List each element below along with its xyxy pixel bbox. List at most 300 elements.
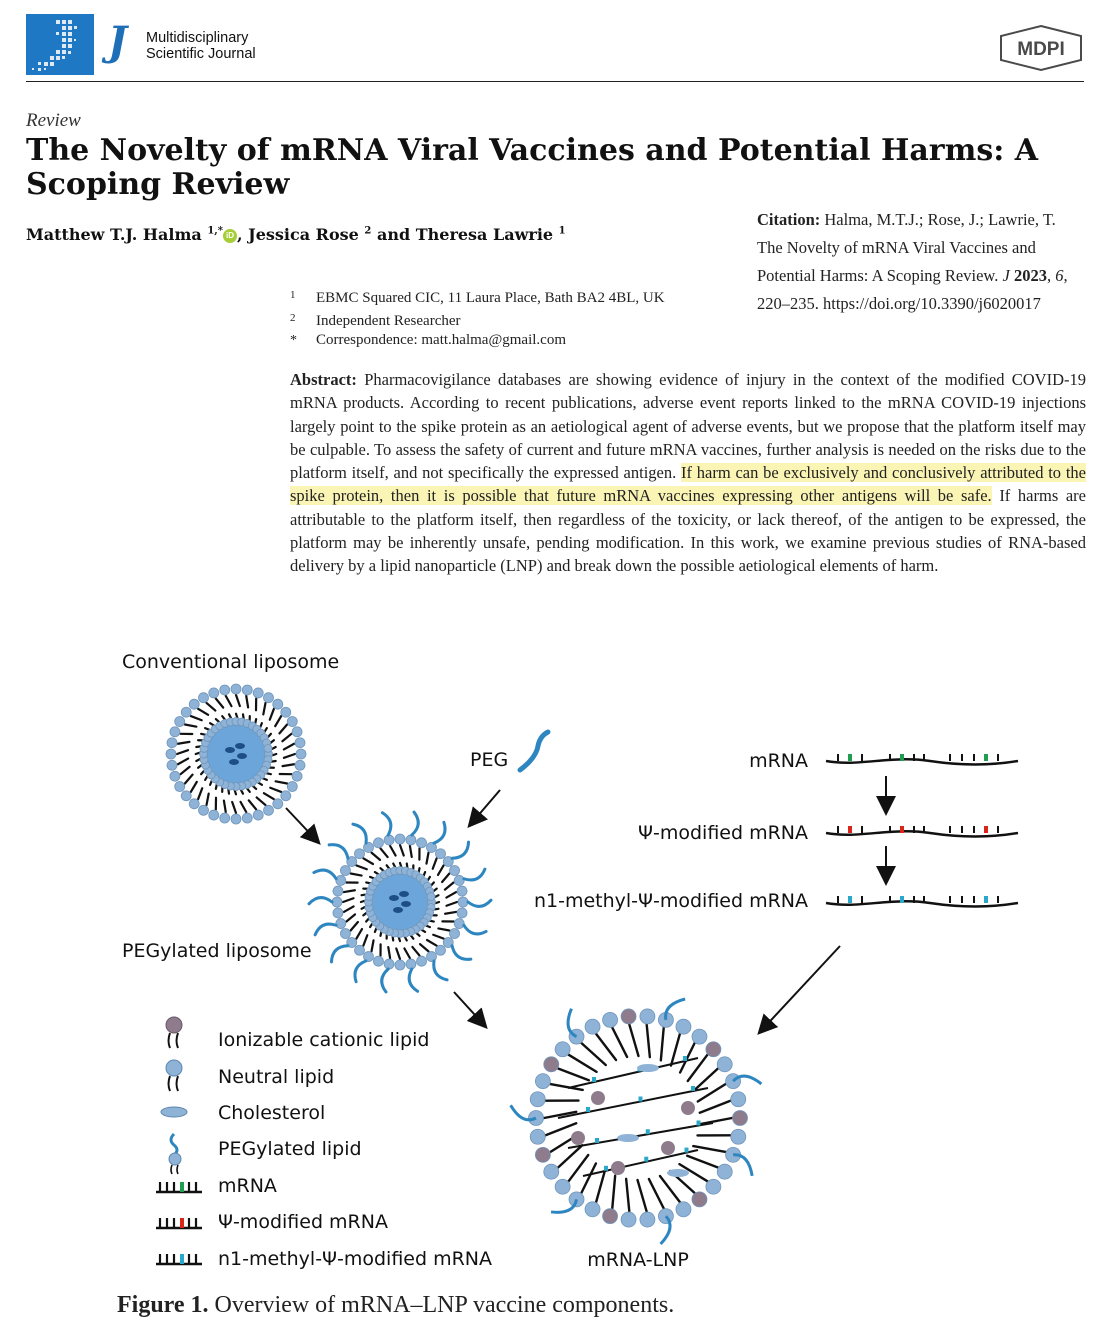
journal-logo-letter: J [108,18,127,65]
cargo-mark [389,895,399,901]
abstract [290,368,1086,578]
internal-mrna [568,1058,698,1088]
lipid-tail [270,709,274,720]
lipid-tail [647,1024,650,1057]
lipid-head [395,960,405,970]
lipid-head [253,810,263,820]
peg-chain [314,870,336,879]
lipid-tail [181,767,190,774]
lipid-head [264,744,272,752]
internal-cationic-lipid [591,1091,605,1105]
lipid-tail [270,788,281,792]
lipid-tail [693,1146,725,1152]
peg-chain [331,946,347,962]
cargo-mark [401,901,411,907]
cargo-mark [229,759,239,765]
label-mrna: mRNA [749,750,808,772]
peg-chain [412,812,418,835]
abstract-label: Abstract: [290,370,357,389]
lipid-tail [569,1055,597,1072]
abstract-highlighted-text: If harm can be exclusively and conclusively attributed to the spike protein, then it is possible that future mRNA vaccines expressing other antigens will be safe. [290,463,1086,506]
lipid-head [253,688,263,698]
peg-chain [464,925,486,934]
lipid-tail [185,725,196,727]
lipid-tail [198,788,202,799]
peg-chain [309,898,332,904]
mrna-modification-mark [595,1138,599,1143]
lipid-head [181,791,191,801]
affiliation-text: Independent Researcher [316,312,461,329]
lipid-tail [363,935,367,945]
lipid-head [296,749,306,759]
internal-cationic-lipid [611,1161,625,1175]
peg-chain [353,824,366,843]
header-divider [26,81,1084,82]
lipid-head [733,1111,748,1126]
lipid-head [340,866,350,876]
mrna-modification-mark [586,1107,590,1112]
lipid-tail [638,1180,647,1212]
peg-chain [382,969,388,992]
lipid-tail [284,744,294,750]
lipid-tail [445,883,454,890]
citation-block: Citation: Halma, M.T.J.; Rose, J.; Lawrie, T. The Novelty of mRNA Viral Vaccines and Potential Harms: A Scoping Review. J 2023, 6, 220–235. https://doi.org/10.3390/j6020017 [757,210,1068,313]
lipid-head [281,707,291,717]
peg-chain [434,961,447,980]
lipid-tail [356,929,362,939]
lipid-head [692,1029,707,1044]
lipid-tail [433,935,443,939]
cholesterol-icon [161,1107,187,1117]
lipid-head [292,727,302,737]
lipid-tail [388,947,390,958]
mrna-modification-mark [685,1148,689,1153]
lipid-head [692,1192,707,1207]
legend-label: Cholesterol [218,1102,326,1124]
legend-psi-mrna-icon [156,1218,202,1228]
lipid-head [189,799,199,809]
arrow-conventional-to-pegylated [286,808,318,842]
lipid-tail [661,1028,664,1061]
lipid-tail [351,874,362,876]
label-psi-mrna: Ψ-modified mRNA [638,822,808,844]
lipid-tail [629,1024,638,1056]
lipid-head [555,1179,570,1194]
lipid-head [676,1019,691,1034]
lipid-tail [264,793,274,799]
legend-label: PEGylated lipid [218,1138,362,1160]
lipid-head [170,771,180,781]
lipid-tail [420,944,428,951]
lipid-tail [249,800,256,809]
lipid-head [175,717,185,727]
lipid-tail [446,892,456,897]
lipid-head [406,959,416,969]
lipid-head [336,919,346,929]
lipid-tail [612,1028,627,1057]
mrna-modification-mark [639,1097,643,1102]
lipid-head [336,875,346,885]
lipid-head [209,688,219,698]
article-type: Review [26,110,81,131]
lipid-head [220,685,230,695]
peg-chain [329,845,348,859]
lipid-tail [191,782,197,792]
mrna-backbone [826,831,1018,836]
pegylated-liposome-diagram [309,812,491,992]
lipid-tail [246,696,248,708]
lipid-tail [446,902,457,906]
legend-label: mRNA [218,1175,277,1197]
lipid-tail [427,940,437,946]
mrna-backbone [826,901,1018,906]
correspondence-row [290,331,665,351]
lipid-head [242,685,252,695]
lipid-head [373,956,383,966]
lipid-tail [282,734,291,741]
arrow-peg-to-pegylated [470,790,500,825]
lipid-tail [224,801,226,813]
lipid-tail [343,898,354,902]
correspondence-email[interactable]: Correspondence: matt.halma@gmail.com [316,332,566,348]
lipid-head [640,1212,655,1227]
lipid-head [457,908,467,918]
lipid-tail [363,858,373,864]
lipid-tail [381,848,388,857]
n1-mrna-strand-icon [826,896,1018,906]
lipid-tail [671,1034,680,1066]
lipid-head [167,738,177,748]
lipid-tail [263,703,265,714]
lipid-head [555,1042,570,1057]
cargo-mark [235,743,245,749]
lipid-tail [569,1155,589,1181]
publisher-logo-text: MDPI [1017,39,1065,60]
lipid-tail [178,742,190,744]
lipid-tail [700,1118,732,1124]
author-name[interactable]: Matthew T.J. Halma [26,225,202,244]
internal-cholesterol [667,1169,689,1177]
lipid-head [340,929,350,939]
lipid-head [373,838,383,848]
author-separator: and [371,225,416,244]
author-separator: , [237,225,249,244]
lipid-head [621,1212,636,1227]
author-name[interactable]: Jessica Rose [248,225,359,244]
lipid-head [454,919,464,929]
internal-cationic-lipid [571,1131,585,1145]
peg-chain [464,869,485,880]
lipid-head [384,959,394,969]
lipid-tail [426,853,428,864]
peg-chain [315,924,336,935]
lipid-head [585,1202,600,1217]
mrna-modification-mark [697,1121,701,1126]
abstract-text: If harms are attributable to the platform itself, then regardless of the toxicity, or lack thereof, of the antigen to be expressed, the platform may be inherently unsafe, pending modification. In this work, we examine previous studies of RNA-based delivery by a lipid nanoparticle (LNP) and break down the possible aetiological elements of harm. [290,486,1086,576]
citation-journal: J [1002,266,1010,285]
mrna-modification-mark [646,1129,650,1134]
lipid-head [450,929,460,939]
lipid-tail [445,912,456,914]
arrow-mrna-to-lnp [760,946,840,1032]
lipid-tail [191,716,202,720]
lipid-head [544,1057,559,1072]
cargo-mark [237,753,247,759]
lipid-head [355,945,365,955]
lipid-head [231,684,241,694]
lipid-head [621,1009,636,1024]
cargo-mark [225,747,235,753]
citation-year: 2023 [1013,266,1047,285]
lipid-tail [581,1043,605,1065]
peg-chain-icon [520,732,548,770]
lipid-head [417,838,427,848]
peg-chain [452,946,471,960]
lipid-tail [216,699,223,708]
internal-cationic-lipid [681,1101,695,1115]
lipid-head [706,1042,721,1057]
lipid-head [454,875,464,885]
lipid-head [170,727,180,737]
lipid-tail [596,1034,616,1060]
author-affiliation-mark: 2 [364,225,372,237]
lipid-head [535,1147,550,1162]
peg-chain [382,813,390,835]
mrna-modification-mark [691,1086,695,1091]
lipid-head [640,1009,655,1024]
internal-cholesterol [637,1064,659,1072]
lipid-tail [412,947,419,956]
lipid-tail [351,922,358,930]
legend-label: Neutral lipid [218,1066,335,1088]
lipid-head [220,813,230,823]
lipid-head [287,782,297,792]
legend-label: Ψ-modified mRNA [218,1211,388,1233]
lipid-head [435,945,445,955]
lipid-head [417,956,427,966]
lipid-tail [177,750,188,754]
lipid-head [676,1202,691,1217]
lipid-head [457,886,467,896]
lipid-tail [178,759,188,765]
legend-label: n1-methyl-Ψ-modified mRNA [218,1248,493,1270]
lipid-head [295,760,305,770]
author-affiliation-mark: 1 [558,225,566,237]
lipid-head [333,908,343,918]
citation-pages: 220–235. [757,294,819,313]
abstract-text: Pharmacovigilance databases are showing evidence of injury in the context of the modified COVID-19 mRNA products. According to recent publications, adverse event reports linked to the mRNA COVID-19 injections largely point to the spike protein as an aetiological agent of adverse events, but we propose that the platform itself may be culpable. To assess the safety of current and future mRNA vaccines, further analysis is needed on the risks due to the platform itself, and not specifically the expressed antigen. [290,370,1086,483]
citation-doi-link[interactable]: https://doi.org/10.3390/j6020017 [823,294,1041,313]
lipid-tail [207,794,209,805]
affiliation-row [290,286,665,309]
mrna-strand-icon [826,754,1018,764]
lipid-tail [649,1179,664,1208]
lipid-head [264,693,274,703]
lipid-head [166,749,176,759]
lipid-tail [346,914,355,921]
orcid-icon[interactable]: iD [223,229,237,243]
mrna-lnp-diagram [511,999,762,1244]
lipid-tail [241,802,247,812]
lipid-head [167,760,177,770]
lipid-tail [438,865,444,875]
lipid-head [603,1209,618,1224]
lipid-head [530,1129,545,1144]
lipid-head [395,834,405,844]
lipid-head [355,849,365,859]
lipid-head [731,1092,746,1107]
lipid-tail [410,846,412,857]
lipid-head [450,866,460,876]
lipid-head [273,699,283,709]
lipid-tail [612,1176,615,1209]
lipid-head [333,886,343,896]
mrna-modification-mark [683,1056,687,1061]
lipid-tail [236,695,240,706]
lipid-tail [207,703,216,711]
figure-caption-label: Figure 1. [117,1292,209,1318]
internal-cationic-lipid [661,1141,675,1155]
legend-mrna-icon [156,1182,202,1192]
lipid-head [603,1012,618,1027]
lipid-tail [433,858,437,868]
lipid-tail [257,797,266,805]
lipid-head [199,805,209,815]
affiliation-mark: 1 [290,289,296,301]
lipid-tail [283,764,295,766]
citation-label: Citation: [757,210,821,229]
pegylated-lipid-icon [169,1134,181,1174]
lipid-head [242,813,252,823]
affiliation-row [290,309,665,332]
lipid-tail [680,1043,695,1073]
lipid-tail [356,865,366,869]
lipid-head [281,791,291,801]
lipid-head [209,810,219,820]
mrna-modification-mark [644,1157,648,1162]
lipid-head [435,849,445,859]
lipid-tail [390,846,395,856]
figure-caption [117,1292,674,1319]
peg-chain [355,961,366,982]
lipid-tail [372,940,374,951]
cargo-mark [399,891,409,897]
lipid-tail [546,1123,577,1135]
cargo-mark [393,907,403,913]
article-title: The Novelty of mRNA Viral Vaccines and Potential Harms: A Scoping Review [26,133,1039,202]
lipid-tail [581,1163,596,1193]
figure-1 [100,640,1060,1280]
author-list [26,225,566,244]
lipid-tail [226,696,232,706]
lipid-tail [687,1156,718,1168]
affiliation-text: EBMC Squared CIC, 11 Laura Place, Bath BA2 4BL, UK [316,290,665,306]
lipid-head [287,717,297,727]
legend-n1-mrna-icon [156,1254,202,1264]
citation-volume: 6 [1055,266,1064,285]
lipid-tail [232,802,236,813]
lipid-tail [400,845,404,856]
mrna-modification-mark [592,1077,596,1082]
journal-name-line2: Scientific Journal [146,46,256,62]
lipid-head [175,782,185,792]
label-peg: PEG [470,749,509,771]
lipid-tail [344,906,354,911]
author-name[interactable]: Theresa Lawrie [415,225,554,244]
label-n1-mrna: n1-methyl-Ψ-modified mRNA [533,890,808,912]
lipid-tail [404,948,409,958]
lipid-tail [558,1069,589,1081]
lipid-tail [698,1084,726,1101]
label-conventional-liposome: Conventional liposome [122,651,340,673]
affiliations [290,286,665,351]
psi-mrna-strand-icon [826,826,1018,836]
lipid-tail [626,1179,629,1212]
lipid-head [544,1164,559,1179]
lipid-tail [596,1170,605,1202]
lipid-head [569,1192,584,1207]
lipid-tail [275,716,281,726]
figure-caption-text: Overview of mRNA–LNP vaccine components. [214,1292,675,1318]
figure-legend [156,1017,492,1270]
neutral-lipid-icon [166,1060,182,1091]
lipid-head [189,699,199,709]
lipid-head [427,893,435,901]
lipid-tail [198,709,208,715]
lipid-head [273,799,283,809]
lipid-head [295,738,305,748]
lipid-head [731,1129,746,1144]
lipid-head [181,707,191,717]
lipid-tail [442,874,449,882]
publisher-logo [998,24,1084,72]
lipid-tail [396,948,400,959]
citation-text: Halma, M.T.J.; Rose, J.; Lawrie, T. The Novelty of mRNA Viral Vaccines and Potential Harms: A Scoping Review. [757,210,1056,285]
lipid-tail [438,928,449,930]
mrna-backbone [826,759,1018,764]
lipid-head [717,1057,732,1072]
lipid-tail [284,754,295,758]
lipid-head [706,1179,721,1194]
affiliation-mark: 2 [290,311,296,324]
peg-chain [409,969,417,991]
lipid-head [384,835,394,845]
lipid-head [292,771,302,781]
conventional-liposome-diagram [166,684,306,824]
lipid-head [535,1074,550,1089]
mrna-modification-mark [604,1166,608,1171]
lipid-tail [700,1101,731,1113]
lipid-head [717,1164,732,1179]
internal-cholesterol [617,1134,639,1142]
author-affiliation-mark: 1,* [207,225,224,237]
ionizable-cationic-lipid-icon [166,1017,182,1048]
lipid-head [406,835,416,845]
label-pegylated-liposome: PEGylated liposome [122,940,312,962]
journal-name [146,30,256,62]
lipid-tail [279,725,287,734]
peg-chain [452,842,468,858]
lipid-tail [344,890,355,892]
peg-chain [434,822,445,843]
legend-label: Ionizable cationic lipid [218,1029,430,1051]
journal-logo [26,14,94,75]
lipid-head [585,1019,600,1034]
lipid-head [530,1092,545,1107]
journal-logo-graphic [26,14,94,75]
internal-mrna [568,1123,713,1148]
lipid-head [199,693,209,703]
